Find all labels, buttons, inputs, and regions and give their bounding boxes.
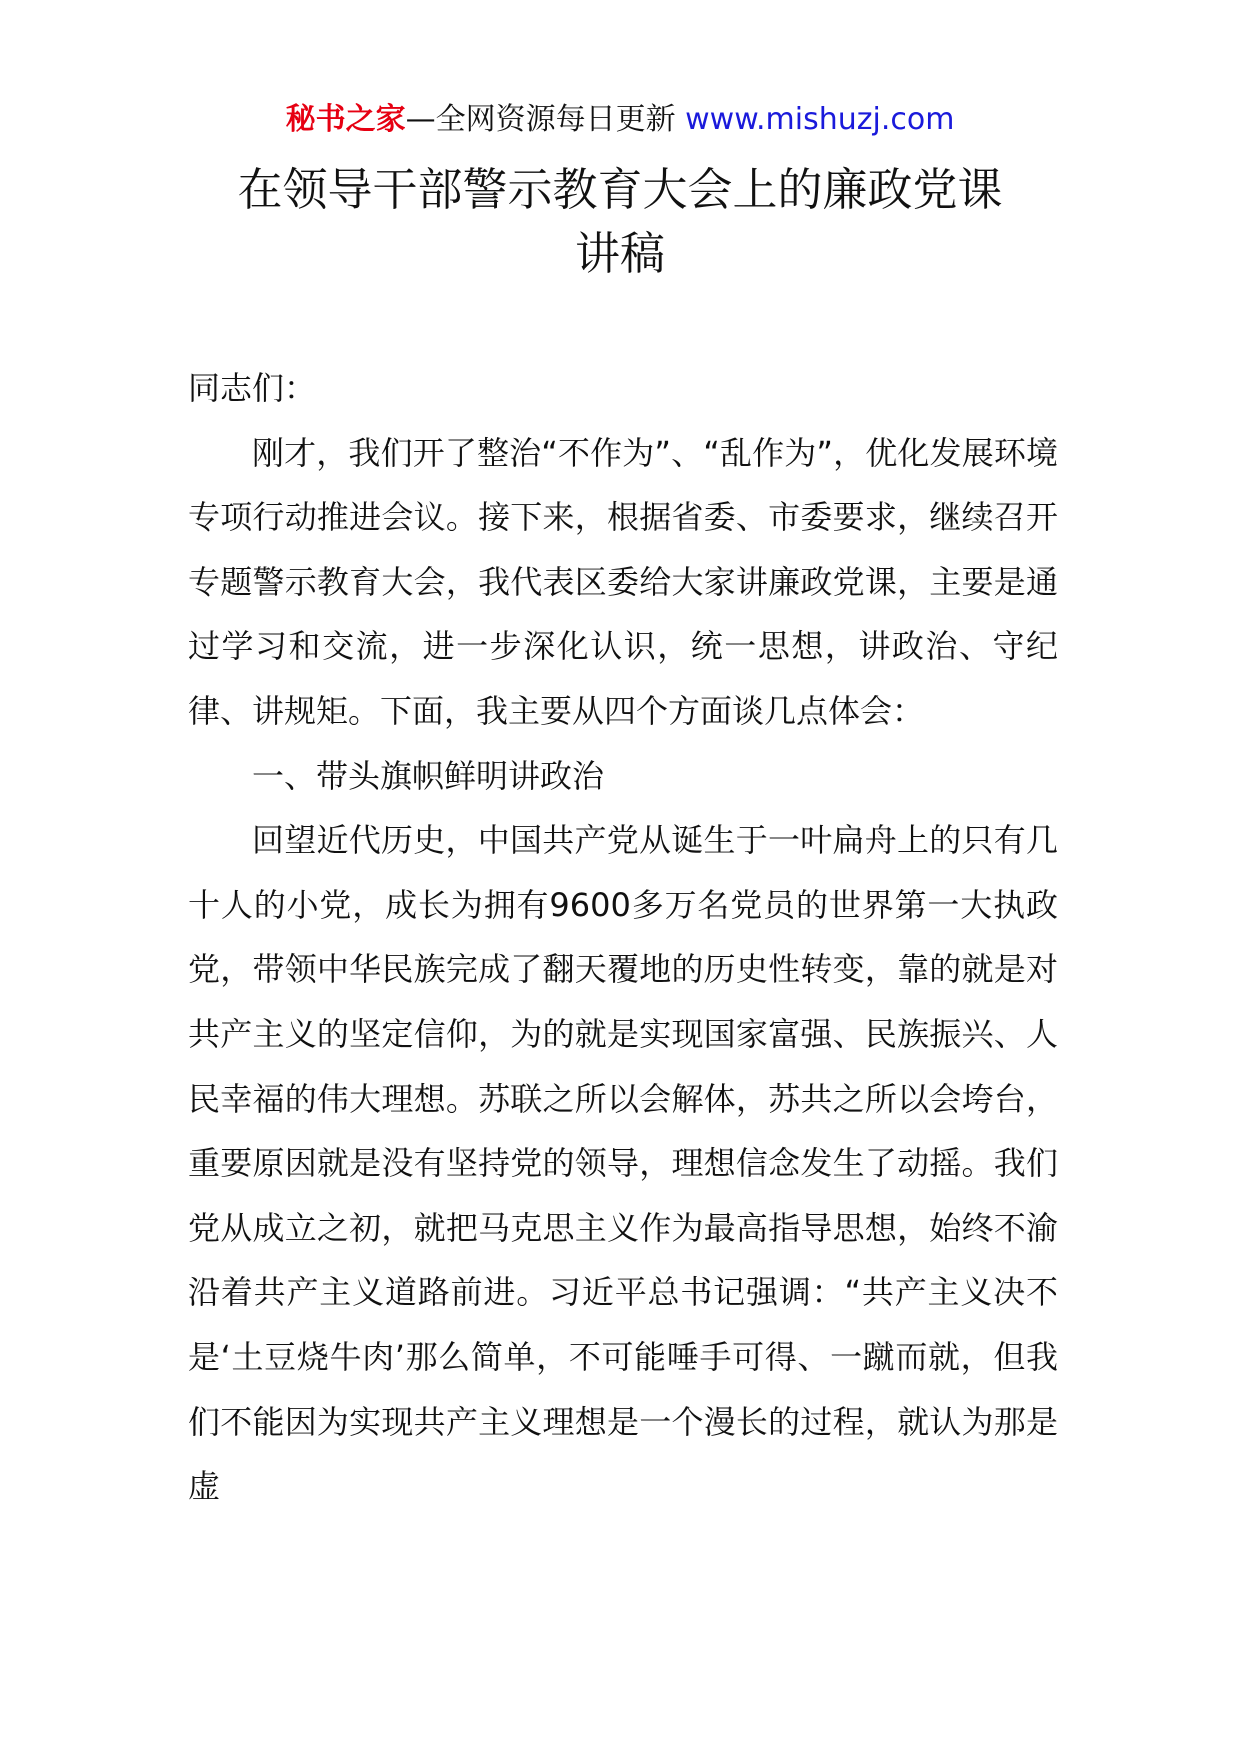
document-title <box>140 158 1100 286</box>
site-url-link[interactable]: www.mishuzj.com <box>685 102 955 137</box>
brand-name: 秘书之家 <box>285 102 406 137</box>
document-body <box>188 356 1058 1519</box>
site-header-banner <box>0 100 1240 140</box>
body-paragraph: 刚才，我们开了整治“不作为”、“乱作为”，优化发展环境专项行动推进会议。接下来，根据省委、市委要求，继续召开专题警示教育大会，我代表区委给大家讲廉政党课，主要是通过学习和交流，进一步深化认识，统一思想，讲政治、守纪律、讲规矩。下面，我主要从四个方面谈几点体会： <box>188 433 1058 730</box>
body-paragraph: 回望近代历史，中国共产党从诞生于一叶扁舟上的只有几十人的小党，成长为拥有9600多万名党员的世界第一大执政党，带领中华民族完成了翻天覆地的历史性转变，靠的就是对共产主义的坚定信仰，为的就是实现国家富强、民族振兴、人民幸福的伟大理想。苏联之所以会解体，苏共之所以会垮台，重要原因就是没有坚持党的领导，理想信念发生了动摇。我们党从成立之初，就把马克思主义作为最高指导思想，始终不渝沿着共产主义道路前进。习近平总书记强调：“共产主义决不是‘土豆烧牛肉’那么简单，不可能唾手可得、一蹴而就，但我们不能因为实现共产主义理想是一个漫长的过程，就认为那是虚 <box>188 821 1058 1506</box>
header-slogan: —全网资源每日更新 <box>405 102 686 137</box>
section-heading: 一、带头旗帜鲜明讲政治 <box>252 756 605 795</box>
document-title-line-1: 在领导干部警示教育大会上的廉政党课 <box>237 163 1003 216</box>
document-title-line-2: 讲稿 <box>574 227 665 280</box>
salutation: 同志们： <box>188 369 317 407</box>
